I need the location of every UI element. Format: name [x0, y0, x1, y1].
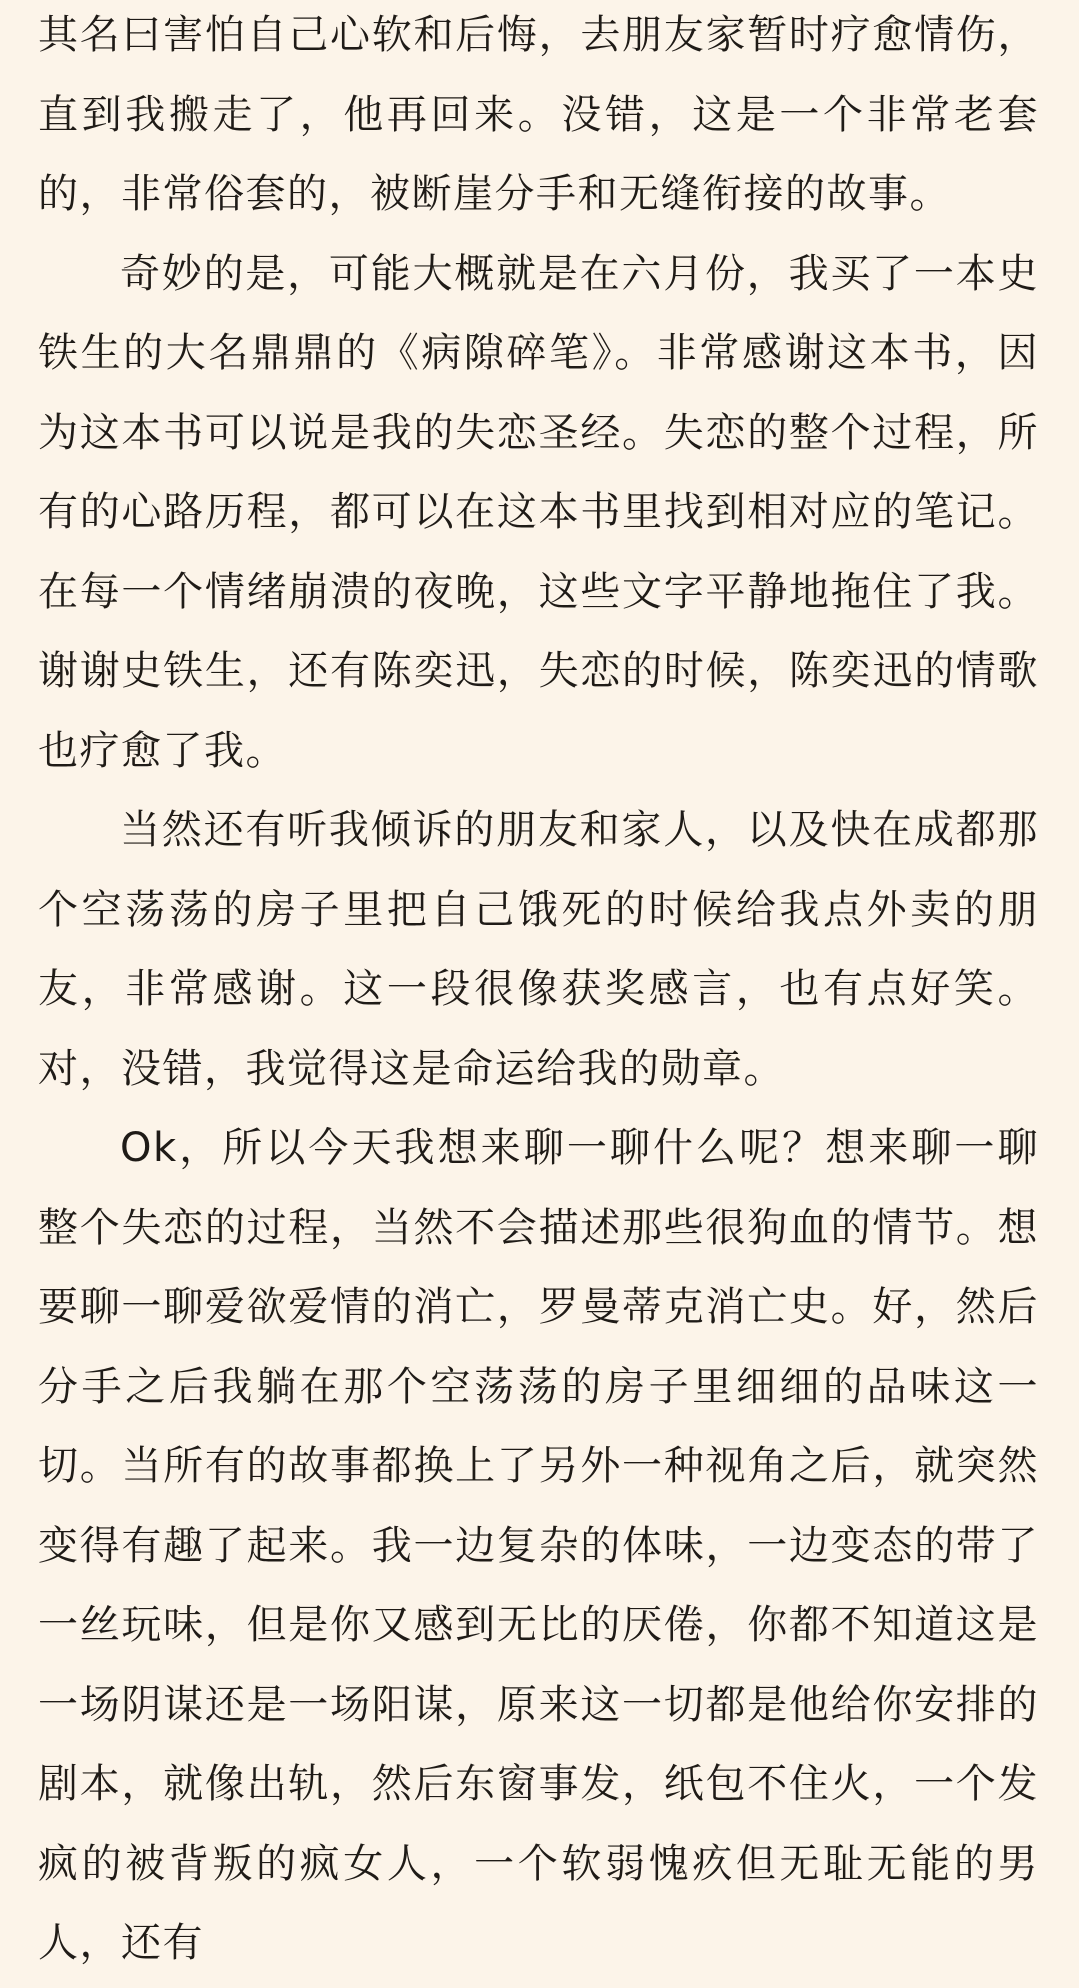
paragraph-4: Ok，所以今天我想来聊一聊什么呢？想来聊一聊整个失恋的过程，当然不会描述那些很狗血的情节。想要聊一聊爱欲爱情的消亡，罗曼蒂克消亡史。好，然后分手之后我躺在那个空荡荡的房子里细细的品味这一切。当所有的故事都换上了另外一种视角之后，就突然变得有趣了起来。我一边复杂的体味，一边变态的带了一丝玩味，但是你又感到无比的厌倦，你都不知道这是一场阴谋还是一场阳谋，原来这一切都是他给你安排的剧本，就像出轨，然后东窗事发，纸包不住火，一个发疯的被背叛的疯女人，一个软弱愧疚但无耻无能的男人，还有	[38, 1125, 1039, 1966]
paragraph-2: 奇妙的是，可能大概就是在六月份，我买了一本史铁生的大名鼎鼎的《病隙碎笔》。非常感谢这本书，因为这本书可以说是我的失恋圣经。失恋的整个过程，所有的心路历程，都可以在这本书里找到相对应的笔记。在每一个情绪崩溃的夜晚，这些文字平静地拖住了我。谢谢史铁生，还有陈奕迅，失恋的时候，陈奕迅的情歌也疗愈了我。	[38, 250, 1039, 774]
paragraph-3: 当然还有听我倾诉的朋友和家人，以及快在成都那个空荡荡的房子里把自己饿死的时候给我点外卖的朋友，非常感谢。这一段很像获奖感言，也有点好笑。对，没错，我觉得这是命运给我的勋章。	[38, 807, 1039, 1092]
paragraph-1: 其名曰害怕自己心软和后悔，去朋友家暂时疗愈情伤，直到我搬走了，他再回来。没错，这是一个非常老套的，非常俗套的，被断崖分手和无缝衔接的故事。	[38, 12, 1039, 217]
